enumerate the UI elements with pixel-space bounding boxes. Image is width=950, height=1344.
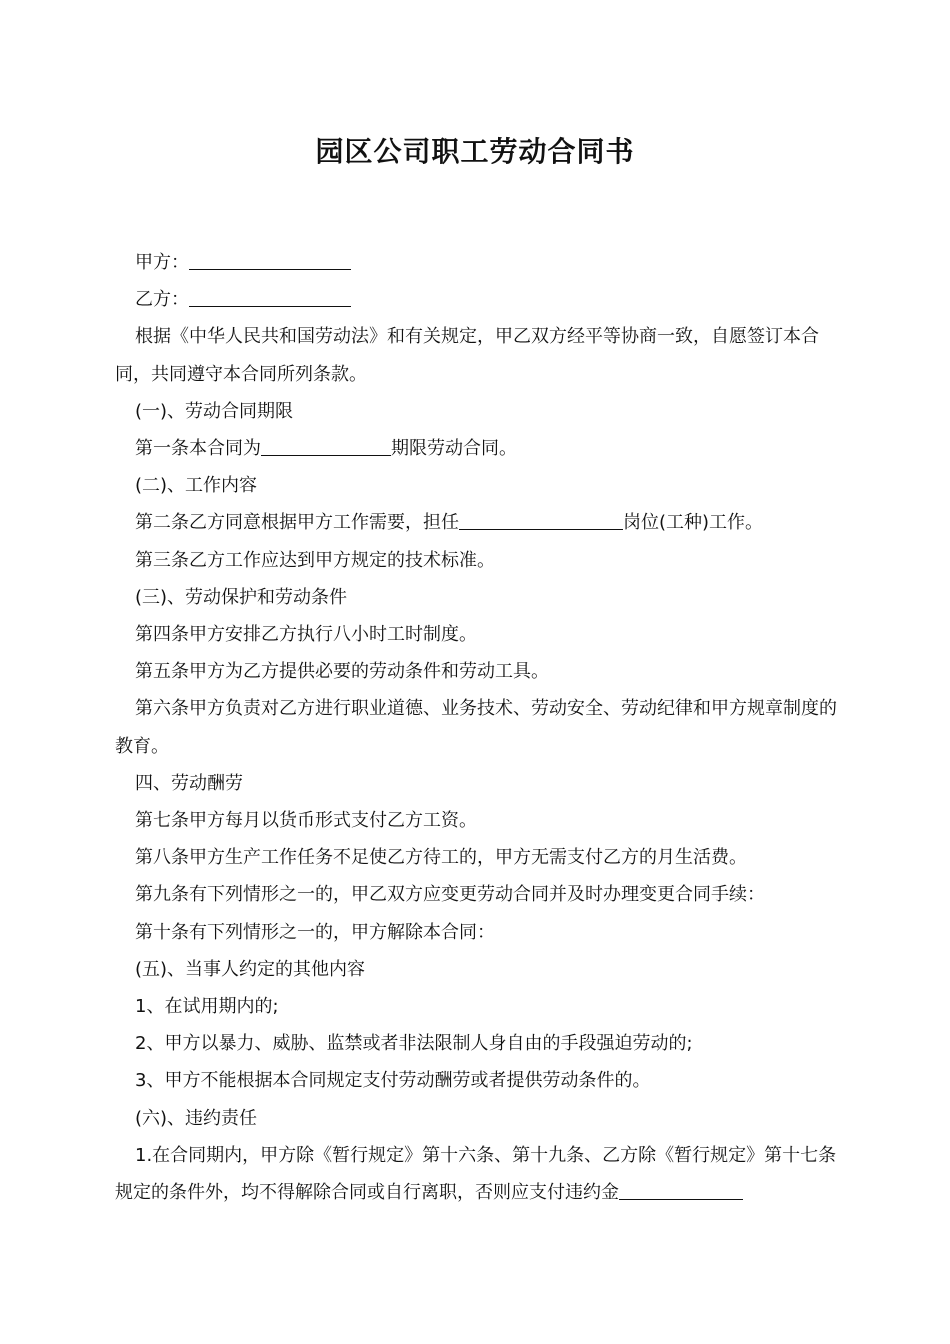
article-1-text-before: 第一条本合同为 [135,438,261,460]
article-1-text-after: 期限劳动合同。 [391,438,517,460]
article-6: 第六条甲方负责对乙方进行职业道德、业务技术、劳动安全、劳动纪律和甲方规章制度的教育。 [115,698,837,757]
intro-paragraph: 根据《中华人民共和国劳动法》和有关规定，甲乙双方经平等协商一致，自愿签订本合同，共同遵守本合同所列条款。 [115,326,819,385]
article-2 [115,504,840,541]
party-b-line [115,281,840,318]
article-9: 第九条有下列情形之一的，甲乙双方应变更劳动合同并及时办理变更合同手续： [135,884,765,906]
section-heading-6: (六)、违约责任 [135,1107,258,1129]
list-item-2: 2、甲方以暴力、威胁、监禁或者非法限制人身自由的手段强迫劳动的; [135,1033,693,1055]
article-2-text-after: 岗位(工种)工作。 [623,512,764,534]
article-5: 第五条甲方为乙方提供必要的劳动条件和劳动工具。 [135,661,549,683]
penalty-amount-blank [619,1177,743,1200]
article-2-text-before: 第二条乙方同意根据甲方工作需要，担任 [135,512,459,534]
party-a-blank [189,247,351,270]
section-heading-5: (五)、当事人约定的其他内容 [135,958,366,980]
penalty-paragraph [115,1137,840,1211]
article-8: 第八条甲方生产工作任务不足使乙方待工的，甲方无需支付乙方的月生活费。 [135,847,747,869]
article-1 [115,430,840,467]
list-item-1: 1、在试用期内的; [135,996,279,1018]
section-heading-1: (一)、劳动合同期限 [135,400,294,422]
article-7: 第七条甲方每月以货币形式支付乙方工资。 [135,810,477,832]
article-10: 第十条有下列情形之一的，甲方解除本合同： [135,921,495,943]
article-3: 第三条乙方工作应达到甲方规定的技术标准。 [135,549,495,571]
post-blank [459,507,623,530]
section-heading-2: (二)、工作内容 [135,475,258,497]
list-item-3: 3、甲方不能根据本合同规定支付劳动酬劳或者提供劳动条件的。 [135,1070,651,1092]
party-b-label: 乙方： [135,289,189,311]
section-heading-4: 四、劳动酬劳 [135,772,243,794]
party-a-label: 甲方： [135,252,189,273]
penalty-text: 1.在合同期内，甲方除《暂行规定》第十六条、第十九条、乙方除《暂行规定》第十七条规定的条件外，均不得解除合同或自行离职，否则应支付违约金 [115,1144,837,1204]
document-title: 园区公司职工劳动合同书 [315,135,635,168]
section-heading-3: (三)、劳动保护和劳动条件 [135,586,348,608]
article-4: 第四条甲方安排乙方执行八小时工时制度。 [135,624,477,646]
document-body [115,244,840,1211]
party-b-blank [189,284,351,307]
party-a-line [115,244,840,281]
contract-term-blank [261,433,391,456]
